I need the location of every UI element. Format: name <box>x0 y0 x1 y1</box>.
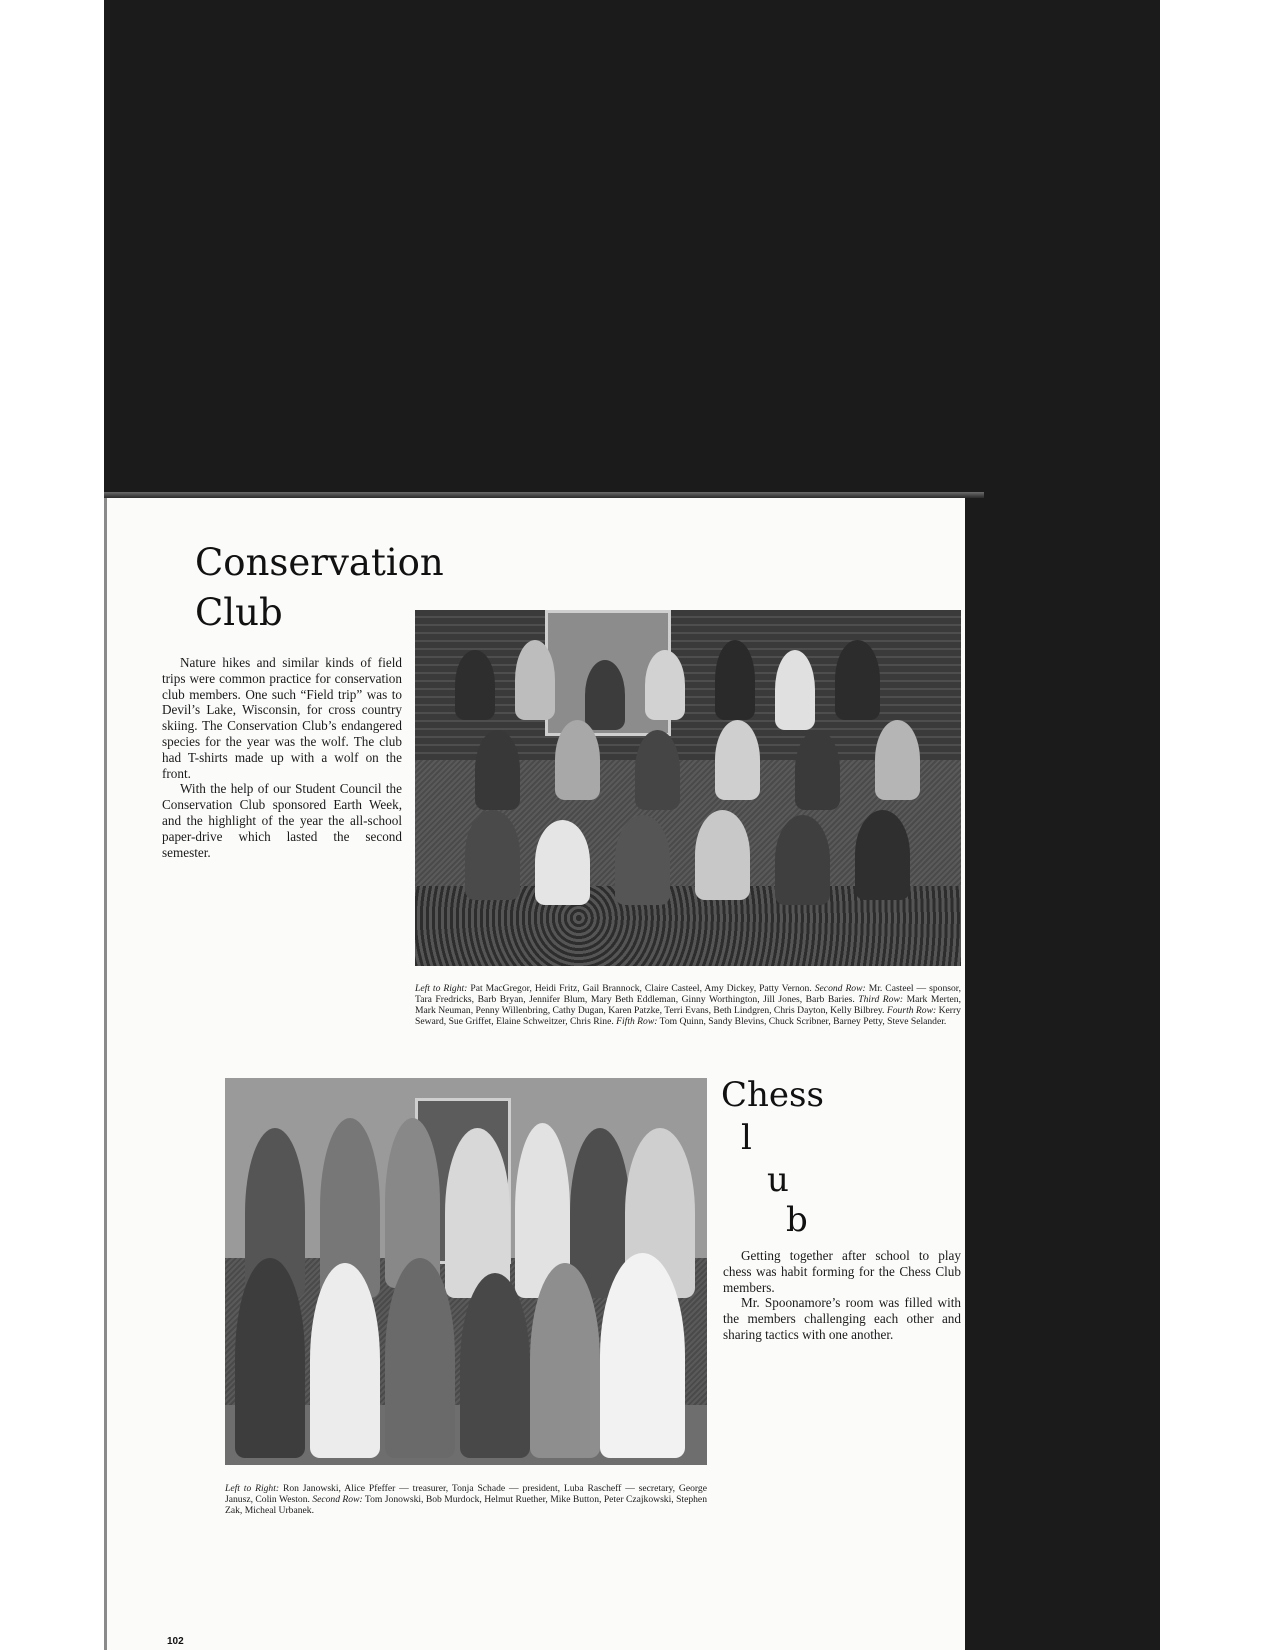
caption-row-label: Third Row: <box>858 994 904 1005</box>
group-member <box>645 650 685 720</box>
group-member <box>715 720 760 800</box>
group-member <box>535 820 590 905</box>
group-member <box>615 815 670 905</box>
group-member <box>385 1258 455 1458</box>
chess-club-title-letter: b <box>786 1200 808 1240</box>
chess-club-group-photo <box>225 1078 707 1465</box>
chess-paragraph: Mr. Spoonamore’s room was filled with the members challenging each other and sharing tactics with one another. <box>723 1295 961 1342</box>
group-member <box>835 640 880 720</box>
group-member <box>455 650 495 720</box>
group-member <box>715 640 755 720</box>
conservation-paragraph: With the help of our Student Council the Conservation Club sponsored Earth Week, and the highlight of the year the all-school paper-drive which lasted the second semester. <box>162 781 402 860</box>
group-member <box>795 730 840 810</box>
caption-row-names: Kerry Seward, Sue Griffet, Elaine Schweitzer, Chris Rine. <box>415 1005 961 1027</box>
group-member <box>635 730 680 810</box>
group-member <box>775 815 830 905</box>
caption-row-names: Tom Jonowski, Bob Murdock, Helmut Ruether, Mike Button, Peter Czajkowski, Stephen Zak, Micheal Urbanek. <box>225 1494 707 1516</box>
group-member <box>695 810 750 900</box>
chess-club-title-letter: u <box>767 1160 789 1200</box>
conservation-paragraph: Nature hikes and similar kinds of field trips were common practice for conservation club members. One such “Field trip” was to Devil’s Lake, Wisconsin, for cross country skiing. The Conservation Club’s endangered species for the year was the wolf. The club had T-shirts made up with a wolf on the front. <box>162 655 402 781</box>
group-member <box>585 660 625 730</box>
caption-row-names: Mark Merten, Mark Neuman, Penny Willenbring, Cathy Dugan, Karen Patzke, Terri Evans, Beth Lindgren, Chris Dayton, Kelly Bilbrey. <box>415 994 961 1016</box>
group-member <box>515 640 555 720</box>
caption-row-names: Mr. Casteel — sponsor, Tara Fredricks, Barb Bryan, Jennifer Blum, Mary Beth Eddleman, Ginny Worthington, Jill Jones, Barb Baries. <box>415 983 961 1005</box>
group-member <box>775 650 815 730</box>
caption-row-label: Second Row: <box>312 1494 363 1505</box>
caption-row-names: Pat MacGregor, Heidi Fritz, Gail Brannock, Claire Casteel, Amy Dickey, Patty Vernon. <box>467 983 815 994</box>
chess-photo-caption <box>225 1483 707 1516</box>
caption-row-label: Second Row: <box>814 983 866 994</box>
caption-row-label: Fifth Row: <box>616 1016 658 1027</box>
conservation-title-line2: Club <box>195 591 283 634</box>
caption-row-names: Tom Quinn, Sandy Blevins, Chuck Scribner, Barney Petty, Steve Selander. <box>657 1016 947 1027</box>
page-number: 102 <box>167 1636 184 1647</box>
group-member <box>235 1258 305 1458</box>
chess-club-title-word: Chess <box>721 1075 824 1115</box>
group-member <box>475 730 520 810</box>
group-member <box>855 810 910 900</box>
conservation-club-group-photo <box>415 610 961 966</box>
group-member <box>875 720 920 800</box>
group-member <box>445 1128 510 1298</box>
group-member <box>465 810 520 900</box>
conservation-photo-caption <box>415 983 961 1027</box>
conservation-club-article <box>162 655 402 860</box>
caption-row-label: Fourth Row: <box>886 1005 937 1016</box>
group-member <box>600 1253 685 1458</box>
group-member <box>460 1273 530 1458</box>
group-member <box>530 1263 600 1458</box>
chess-club-article <box>723 1248 961 1343</box>
caption-row-label: Left to Right: <box>225 1483 280 1494</box>
conservation-title-line1: Conservation <box>195 541 444 584</box>
caption-row-label: Left to Right: <box>415 983 468 994</box>
chess-paragraph: Getting together after school to play chess was habit forming for the Chess Club members. <box>723 1248 961 1295</box>
scanner-background-top <box>104 0 1160 498</box>
caption-row-names: Ron Janowski, Alice Pfeffer — treasurer, Tonja Schade — president, Luba Rascheff — secretary, George Janusz, Colin Weston. <box>225 1483 707 1505</box>
chess-club-title-letter: l <box>741 1118 752 1158</box>
group-member <box>555 720 600 800</box>
group-member <box>310 1263 380 1458</box>
scanner-background-right <box>965 498 1160 1650</box>
